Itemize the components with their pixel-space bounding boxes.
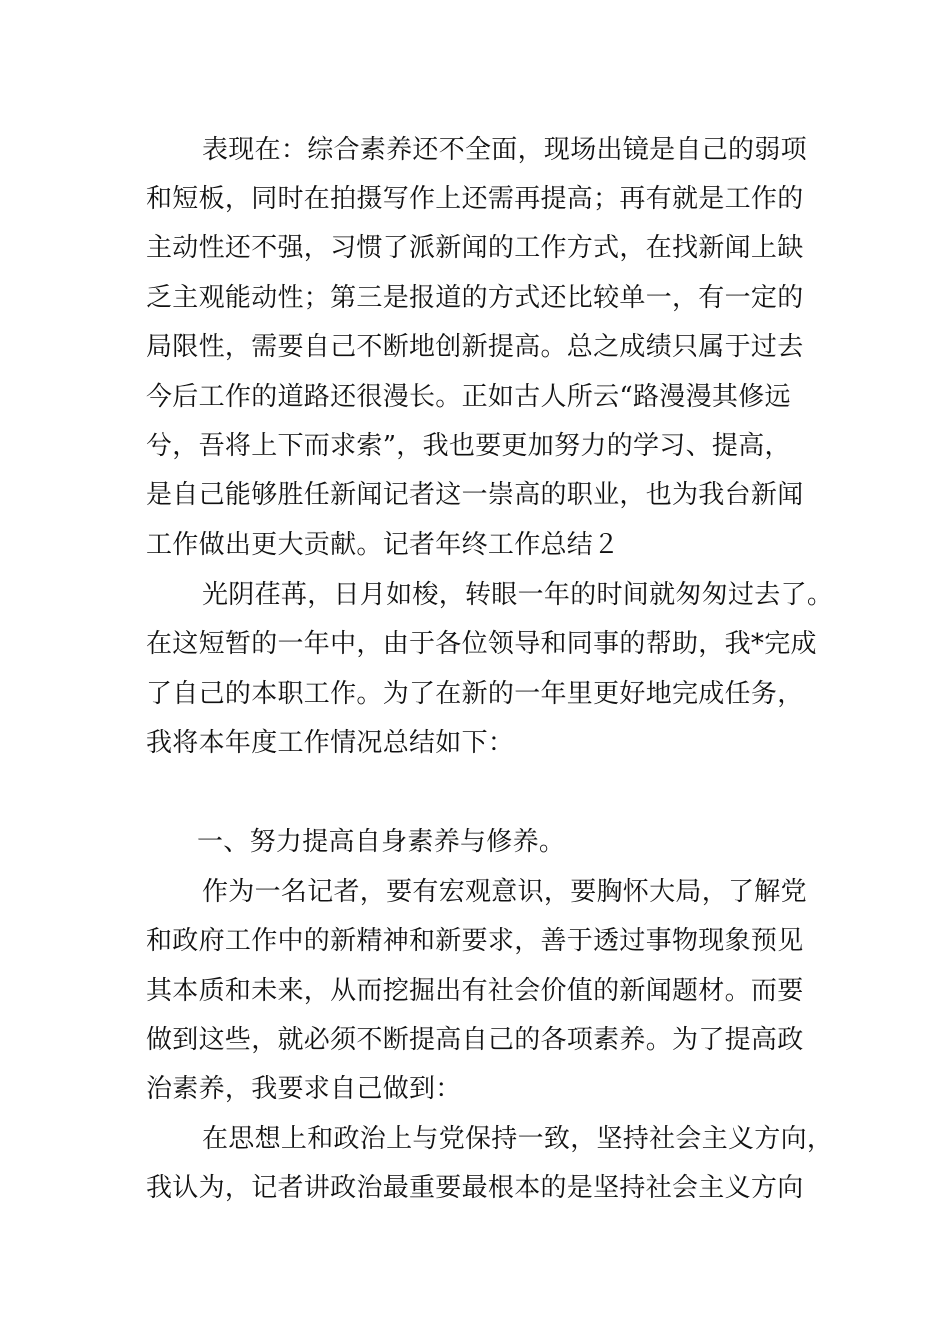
text-line: 和短板，同时在拍摄写作上还需再提高；再有就是工作的 bbox=[146, 184, 804, 214]
text-line: 作为一名记者，要有宏观意识，要胸怀大局，了解党 bbox=[202, 877, 807, 907]
text-line: 光阴荏苒，日月如梭，转眼一年的时间就匆匆过去了。 bbox=[202, 580, 834, 610]
text-line: 了自己的本职工作。为了在新的一年里更好地完成任务， bbox=[146, 679, 804, 709]
text-line: 兮，吾将上下而求索”，我也要更加努力的学习、提高， bbox=[146, 431, 791, 461]
text-line: 我将本年度工作情况总结如下： bbox=[146, 728, 515, 758]
text-line: 局限性，需要自己不断地创新提高。总之成绩只属于过去 bbox=[146, 332, 804, 362]
text-line: 我认为，记者讲政治最重要最根本的是坚持社会主义方向 bbox=[146, 1173, 804, 1203]
text-line: 工作做出更大贡献。记者年终工作总结２ bbox=[146, 530, 620, 560]
text-line: 在思想上和政治上与党保持一致，坚持社会主义方向， bbox=[202, 1124, 834, 1154]
text-line: 表现在：综合素养还不全面，现场出镜是自己的弱项 bbox=[202, 135, 807, 165]
text-line: 是自己能够胜任新闻记者这一崇高的职业，也为我台新闻 bbox=[146, 480, 804, 510]
text-line: 和政府工作中的新精神和新要求，善于透过事物现象预见 bbox=[146, 926, 804, 956]
text-line: 在这短暂的一年中，由于各位领导和同事的帮助，我*完成 bbox=[146, 629, 817, 659]
text-line: 主动性还不强，习惯了派新闻的工作方式，在找新闻上缺 bbox=[146, 233, 804, 263]
heading-text: 一、努力提高自身素养与修养。 bbox=[197, 827, 566, 857]
text-line: 其本质和未来，从而挖掘出有社会价值的新闻题材。而要 bbox=[146, 976, 804, 1006]
text-line: 治素养，我要求自己做到： bbox=[146, 1074, 462, 1104]
text-line: 做到这些，就必须不断提高自己的各项素养。为了提高政 bbox=[146, 1025, 804, 1055]
text-line: 乏主观能动性；第三是报道的方式还比较单一，有一定的 bbox=[146, 283, 804, 313]
text-line: 今后工作的道路还很漫长。正如古人所云“路漫漫其修远 bbox=[146, 382, 791, 412]
